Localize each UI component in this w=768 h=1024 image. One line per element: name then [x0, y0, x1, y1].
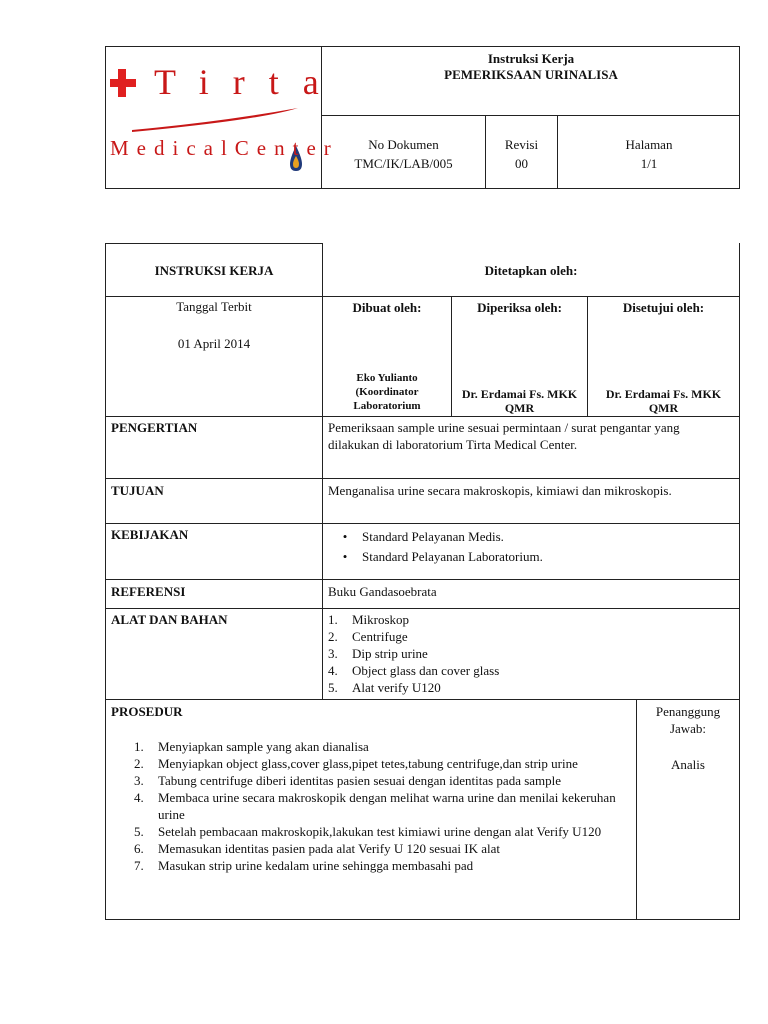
- approved-by-label: Disetujui oleh:: [622, 300, 705, 315]
- kebijakan-label: KEBIJAKAN: [111, 527, 189, 542]
- made-by-role-1: (Koordinator: [355, 386, 419, 398]
- table-row: 2. Menyiapkan object glass,cover glass,pipet tetes,tabung centrifuge,dan strip urine: [134, 756, 578, 771]
- responsible-label-2: Jawab:: [669, 721, 707, 736]
- checked-by-name-1: Dr. Erdamai Fs. MKK: [461, 387, 578, 401]
- logo-line2: MedicalCenter: [110, 136, 339, 160]
- referensi-text: Buku Gandasoebrata: [328, 584, 437, 599]
- list-item: 3. Dip strip urine: [328, 646, 428, 661]
- doc-title-main: PEMERIKSAAN URINALISA: [444, 67, 618, 82]
- pengertian-label: PENGERTIAN: [111, 420, 198, 435]
- doc-number-label: No Dokumen: [368, 137, 439, 152]
- established-label: Ditetapkan oleh:: [484, 263, 578, 278]
- made-by-label: Dibuat oleh:: [352, 300, 422, 315]
- alat-list: [328, 611, 728, 696]
- table-row: 6. Memasukan identitas pasien pada alat Verify U 120 sesuai IK alat: [134, 841, 500, 856]
- list-item: • Standard Pelayanan Medis.: [342, 529, 504, 544]
- revision-value: 00: [515, 156, 528, 171]
- list-item: 1. Mikroskop: [328, 612, 410, 627]
- revision-label: Revisi: [504, 137, 539, 152]
- kebijakan-list: [328, 528, 728, 565]
- table-row: 1. Menyiapkan sample yang akan dianalisa: [134, 739, 369, 754]
- pengertian-text: Pemeriksaan sample urine sesuai permintaan / surat pengantar yang dilakukan di laboratorium Tirta Medical Center.: [328, 420, 680, 452]
- issue-date-label: Tanggal Terbit: [176, 299, 252, 314]
- made-by-name: Eko Yulianto: [356, 372, 418, 384]
- list-item: 4. Object glass dan cover glass: [328, 663, 500, 678]
- table-row: 4. Membaca urine secara makroskopik dengan melihat warna urine dan menilai kekeruhan urine: [134, 790, 616, 822]
- list-item: 2. Centrifuge: [328, 629, 408, 644]
- responsible-label-1: Penanggung: [655, 704, 721, 719]
- doc-title-top: Instruksi Kerja: [487, 51, 575, 66]
- checked-by-label: Diperiksa oleh:: [477, 300, 562, 315]
- page-value: 1/1: [640, 156, 658, 171]
- issue-date-value: 01 April 2014: [177, 336, 251, 351]
- logo-line1: Tirta: [154, 62, 343, 102]
- swoosh-line: [132, 108, 298, 132]
- company-logo: [110, 50, 343, 185]
- page-label: Halaman: [625, 137, 673, 152]
- checked-by-name-2: QMR: [504, 401, 535, 415]
- alat-label: ALAT DAN BAHAN: [111, 612, 228, 627]
- made-by-role-2: Laboratorium: [353, 400, 421, 412]
- table-row: 5. Setelah pembacaan makroskopik,lakukan test kimiawi urine dengan alat Verify U120: [134, 824, 602, 839]
- approved-by-name-2: QMR: [648, 401, 679, 415]
- table-row: 7. Masukan strip urine kedalam urine sehingga membasahi pad: [134, 858, 474, 873]
- responsible-value: Analis: [671, 757, 705, 772]
- list-item: 5. Alat verify U120: [328, 680, 441, 695]
- prosedur-steps: [134, 738, 628, 874]
- doc-number-value: TMC/IK/LAB/005: [354, 156, 453, 171]
- header-divider-h: [321, 115, 740, 116]
- prosedur-label: PROSEDUR: [111, 704, 183, 719]
- red-cross-icon: [110, 69, 136, 97]
- table-row: 3. Tabung centrifuge diberi identitas pasien sesuai dengan identitas pada sample: [134, 773, 562, 788]
- ik-label: INSTRUKSI KERJA: [154, 263, 274, 278]
- tujuan-text: Menganalisa urine secara makroskopis, kimiawi dan mikroskopis.: [328, 483, 672, 498]
- approved-by-name-1: Dr. Erdamai Fs. MKK: [605, 387, 722, 401]
- tujuan-label: TUJUAN: [111, 483, 164, 498]
- referensi-label: REFERENSI: [111, 584, 186, 599]
- list-item: • Standard Pelayanan Laboratorium.: [342, 549, 543, 564]
